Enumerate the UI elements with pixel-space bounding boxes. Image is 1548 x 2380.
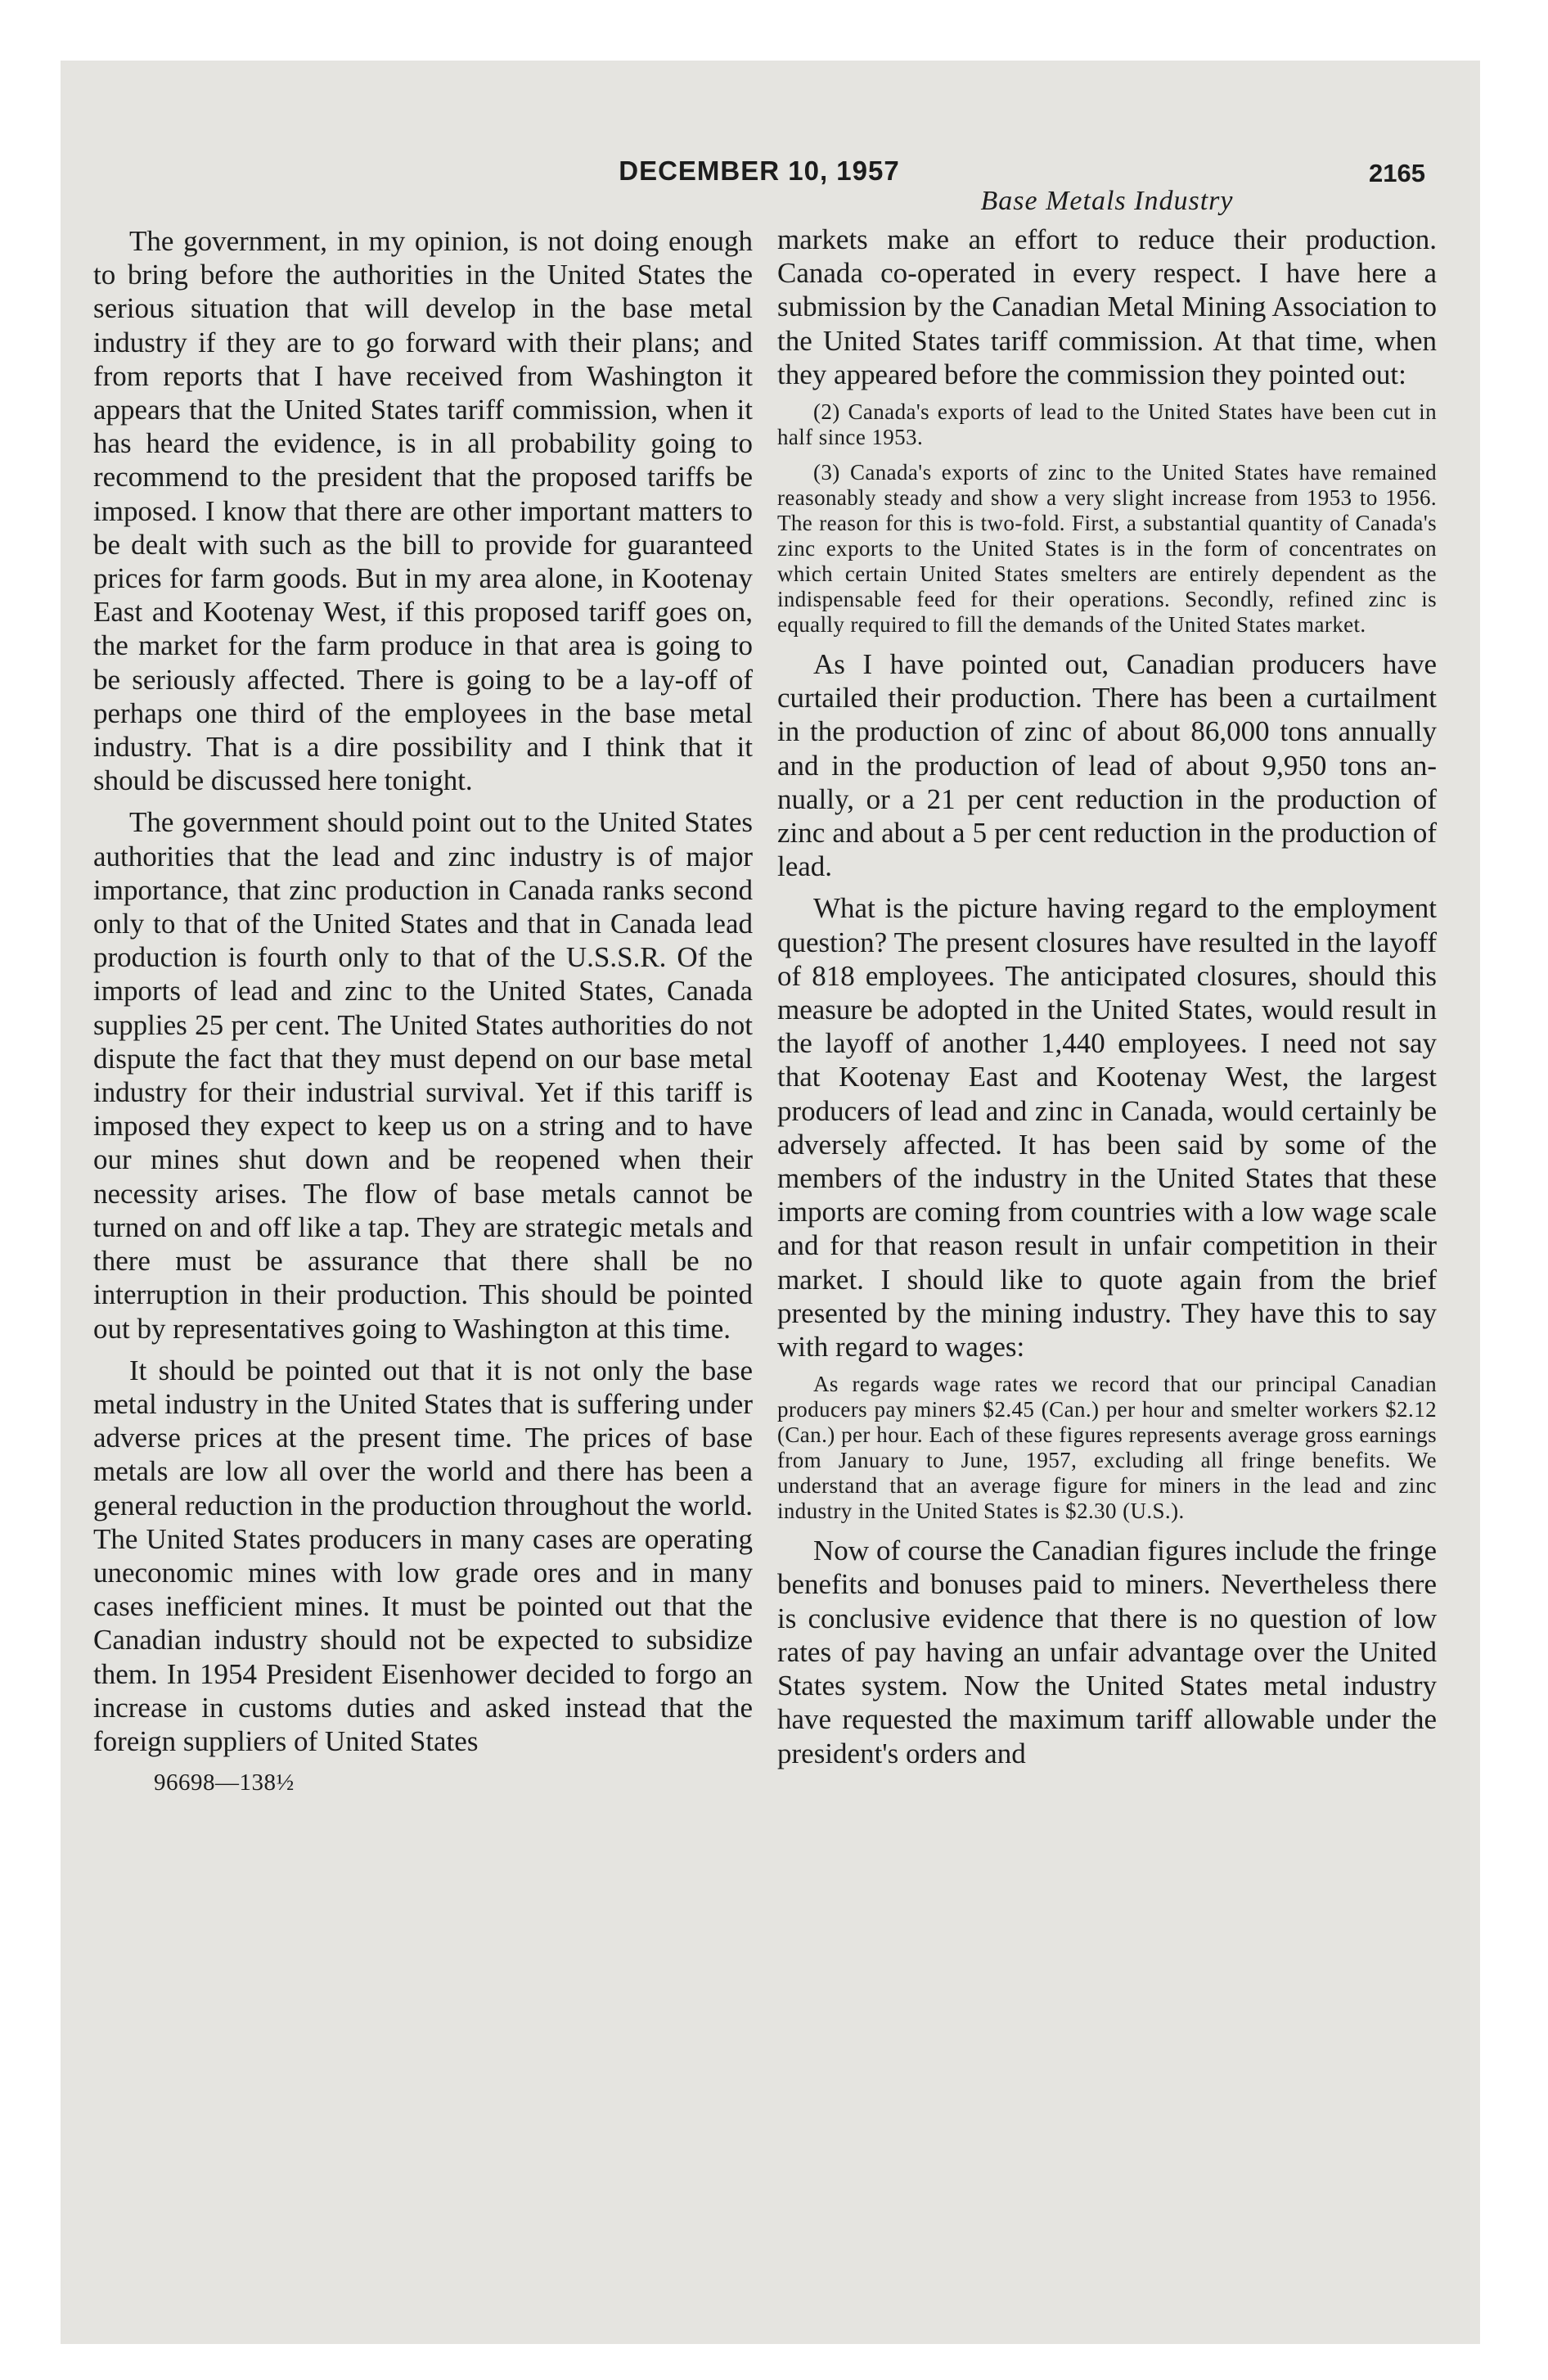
header-date: DECEMBER 10, 1957	[619, 156, 900, 186]
paragraph: Now of course the Canadian figures include the fringe benefits and bonuses paid to miners. Nevertheless there is conclusive evidence that there is no question of low rates of pay having an unfair advantage over the United States system. Now the United States metal industry have requested the maximum tariff allowable under the president's orders and	[777, 1535, 1437, 1769]
hansard-page	[93, 144, 1437, 2337]
paragraph: The government, in my opinion, is not doing enough to bring before the authorities in the United States the serious situation that will develop in the base metal industry if they are to go forward with their plans; and from reports that I have received from Washington it appears that the United States tariff commission, when it has heard the evidence, is in all probability going to recommend to the president that the proposed tariffs be imposed. I know that there are other important matters to be dealt with such as the bill to provide for guaranteed prices for farm goods. But in my area alone, in Kootenay East and Kootenay West, if this proposed tariff goes on, the market for the farm produce in that area is going to be seriously affected. There is going to be a lay-off of perhaps one third of the employees in the base metal industry. That is a dire possibility and I think that it should be discussed here tonight.	[93, 225, 753, 797]
quoted-submission-item: (2) Canada's exports of lead to the United States have been cut in half since 1953.	[777, 399, 1437, 450]
paragraph-continuation: markets make an effort to reduce their production. Canada co-operated in every respect. I have here a submission by the Canadian Metal Mining Association to the United States tariff commission. At that time, when they appeared before the commission they pointed out:	[777, 223, 1437, 390]
header-page-number: 2165	[1369, 159, 1425, 187]
running-head: Base Metals Industry	[980, 186, 1234, 216]
paragraph: What is the picture having regard to the employment question? The present closures have resulted in the layoff of 818 employees. The anticipated closures, should this measure be adopted in the United States, would result in the layoff of another 1,440 employees. I need not say that Kootenay East and Kootenay West, the largest producers of lead and zinc in Canada, would certainly be adversely affected. It has been said by some of the members of the industry in the United States that these imports are coming from countries with a low wage scale and for that reason result in unfair competition in their market. I should like to quote again from the brief presented by the mining industry. They have this to say with regard to wages:	[777, 892, 1437, 1364]
paragraph: As I have pointed out, Canadian producers have curtailed their production. There has been a curtailment in the production of zinc of about 86,000 tons annually and in the production of lead of about 9,950 tons annually, or a 21 per cent reduction in the production of zinc and about a 5 per cent reduction in the production of lead.	[777, 648, 1437, 883]
quoted-submission-item: (3) Canada's exports of zinc to the United States have remained reasonably steady and show a very slight increase from 1953 to 1956. The reason for this is two-fold. First, a substantial quantity of Canada's zinc exports to the United States is in the form of concentrates on which certain United States smelters are entirely dependent as the indispensable feed for their operations. Secondly, refined zinc is equally required to fill the demands of the United States market.	[777, 460, 1437, 638]
right-column	[777, 186, 1437, 1778]
paragraph: It should be pointed out that it is not only the base metal industry in the United States that is suffering under adverse prices at the present time. The prices of base metals are low all over the world and there has been a general reduction in the production throughout the world. The United States producers in many cases are operating uneconomic mines with low grade ores and in many cases inefficient mines. It must be pointed out that the Canadian industry should not be expected to subsidize them. In 1954 President Eisenhower decided to forgo an increase in customs duties and asked instead that the foreign suppliers of United States	[93, 1354, 753, 1757]
quoted-wage-brief: As regards wage rates we record that our principal Canadian producers pay miners $2.45 (Can.) per hour and smelter workers $2.12 (Can.) per hour. Each of these figures represents average gross earnings from January to June, 1957, excluding all fringe benefits. We understand that an average figure for miners in the lead and zinc industry in the United States is $2.30 (U.S.).	[777, 1372, 1437, 1524]
paragraph: The government should point out to the United States authorities that the lead and zinc industry is of major importance, that zinc production in Canada ranks second only to that of the United States and that in Canada lead production is fourth only to that of the U.S.S.R. Of the imports of lead and zinc to the United States, Canada supplies 25 per cent. The United States authorities do not dispute the fact that they must depend on our base metal industry for their industrial survival. Yet if this tariff is imposed they expect to keep us on a string and to have our mines shut down and be reopened when their necessity arises. The flow of base metals cannot be turned on and off like a tap. They are strategic metals and there must be assurance that there shall be no interruption in their production. This should be pointed out by representatives going to Washington at this time.	[93, 806, 753, 1345]
left-column	[93, 224, 753, 1796]
print-code: 96698—138½	[154, 1769, 295, 1796]
